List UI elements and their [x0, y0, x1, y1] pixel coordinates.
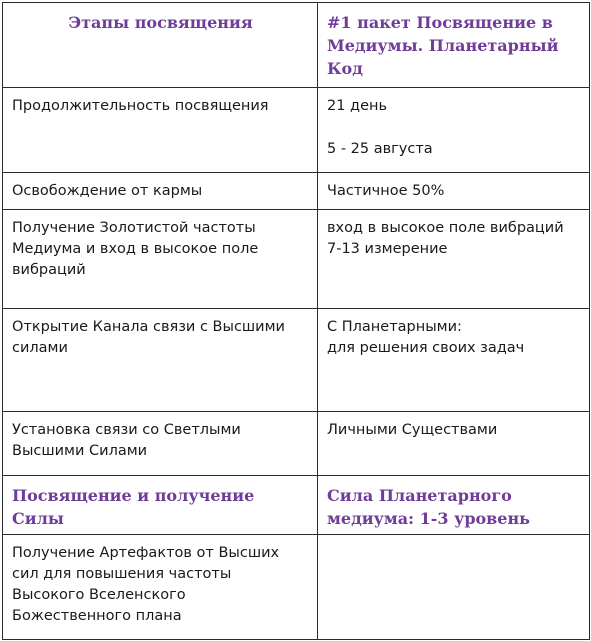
row-label: Получение Золотистой частоты — [12, 220, 256, 236]
row-label: Открытие Канала связи с Высшими — [12, 319, 285, 335]
table-row-artifacts — [3, 535, 590, 640]
row-label: Высшими Силами — [12, 443, 148, 459]
row-value: 5 - 25 августа — [327, 141, 433, 157]
header-package-line: Медиумы. Планетарный — [327, 36, 559, 55]
row-label: Божественного плана — [12, 608, 182, 624]
row-label-cell — [3, 412, 318, 476]
row-value-cell — [318, 173, 590, 210]
row-label-cell — [3, 309, 318, 412]
header-package-line: Код — [327, 59, 363, 78]
row-label: Продолжительность посвящения — [12, 98, 269, 114]
header-stages-label: Этапы посвящения — [68, 13, 253, 32]
header-package-line: #1 пакет Посвящение в — [327, 13, 553, 32]
row-label-cell — [3, 535, 318, 640]
power-section-value-cell — [318, 476, 590, 535]
row-label: Установка связи со Светлыми — [12, 422, 241, 438]
table-row-karma — [3, 173, 590, 210]
row-label-cell — [3, 88, 318, 173]
row-value-cell-empty — [318, 535, 590, 640]
row-value: 21 день — [327, 98, 388, 114]
row-label: Получение Артефактов от Высших — [12, 545, 280, 561]
initiation-stages-table — [2, 2, 590, 640]
row-label: Медиума и вход в высокое поле — [12, 241, 259, 257]
table-row-duration — [3, 88, 590, 173]
row-value-cell — [318, 210, 590, 309]
row-label: вибраций — [12, 262, 86, 278]
power-section-value: медиума: 1-3 уровень — [327, 509, 531, 528]
row-value-cell — [318, 309, 590, 412]
power-section-label: Посвящение и получение Силы — [12, 486, 255, 528]
header-package-cell — [318, 3, 590, 88]
row-label-cell — [3, 210, 318, 309]
row-value: 7-13 измерение — [327, 241, 448, 257]
power-section-row — [3, 476, 590, 535]
table-row-golden-frequency — [3, 210, 590, 309]
table-row-light-forces — [3, 412, 590, 476]
row-value-spacer — [327, 117, 581, 139]
row-value: вход в высокое поле вибраций — [327, 220, 564, 236]
row-value: для решения своих задач — [327, 340, 525, 356]
power-section-label-cell — [3, 476, 318, 535]
row-label: силами — [12, 340, 68, 356]
header-row — [3, 3, 590, 88]
row-value: Частичное 50% — [327, 183, 445, 199]
row-label: Освобождение от кармы — [12, 183, 203, 199]
table-row-channel — [3, 309, 590, 412]
row-label: сил для повышения частоты — [12, 566, 232, 582]
row-value-cell — [318, 412, 590, 476]
power-section-value: Сила Планетарного — [327, 486, 512, 505]
header-stages-cell — [3, 3, 318, 88]
row-value: Личными Существами — [327, 422, 498, 438]
row-value-cell — [318, 88, 590, 173]
row-label: Высокого Вселенского — [12, 587, 186, 603]
row-label-cell — [3, 173, 318, 210]
row-value: С Планетарными: — [327, 319, 462, 335]
